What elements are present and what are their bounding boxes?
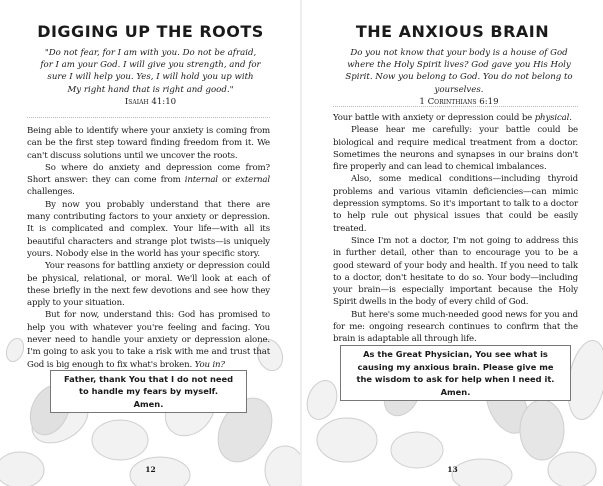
right-page	[302, 0, 603, 486]
prayer-box: Father, thank You that I do not need to handle my fears by myself. Amen.	[50, 370, 247, 413]
paragraph: Since I'm not a doctor, I'm not going to address this in further detail, other than to encourage you to be a good steward of your body and health. If you need to talk to a doctor, don't hesitate to do so. Your body—including your brain—is especially important because the Holy Spirit dwells in the body of every child of God.	[333, 235, 578, 308]
scripture-reference: 1 Corinthians 6:19	[419, 96, 499, 107]
paragraph: Please hear me carefully: your battle could be biological and require medical treatment from a doctor. Sometimes the neurons and synapses in our brains don't fire properly and can lead to chemical imbalances.	[333, 125, 578, 173]
paragraph: Your reasons for battling anxiety or depression could be physical, relational, or moral. We'll look at each of these briefly in the next few devotions and see how they apply to your situation.	[27, 261, 270, 309]
paragraph: But here's some much-needed good news for you and for me: ongoing research continues to confirm that the brain is adaptable all through life.	[333, 309, 578, 345]
devotion-title: THE ANXIOUS BRAIN	[355, 22, 550, 41]
divider	[333, 106, 578, 107]
left-page	[0, 0, 301, 486]
paragraph: So where do anxiety and depression come from? Short answer: they can come from internal or external challenges.	[27, 162, 270, 198]
prayer-box: As the Great Physician, You see what is causing my anxious brain. Please give me the wisdom to ask for help when I need it. Amen.	[340, 345, 571, 401]
paragraph: By now you probably understand that there are many contributing factors to your anxiety or depression. It is complicated and complex. Your life—with all its beautiful characters and strange plot twists—is uniquely yours. Nobody else in the world has your specific story.	[27, 199, 270, 259]
body-text	[27, 125, 270, 371]
scripture-quote	[40, 47, 261, 108]
scripture-reference: Isaiah 41:10	[124, 96, 177, 107]
body-text	[333, 112, 578, 346]
divider	[27, 117, 270, 118]
paragraph: Your battle with anxiety or depression could be physical.	[333, 113, 572, 123]
paragraph: Also, some medical conditions—including thyroid problems and various vitamin deficiencies—can mimic depression symptoms. So it's important to talk to a doctor to help rule out physical issues that could be easily treated.	[333, 174, 578, 234]
page-number: 12	[145, 465, 156, 474]
quote-text: Do you not know that your body is a house of God where the Holy Spirit lives? God gave you His Holy Spirit. Now you belong to God. You do not belong to yourselves.	[345, 48, 573, 95]
paragraph: But for now, understand this: God has promised to help you with whatever you're feeling and facing. You never need to handle your anxiety or depression alone. I'm going to ask you to take a risk with me and trust that God is big enough to fix what's broken. You in?	[27, 310, 270, 370]
scripture-quote	[337, 47, 581, 108]
devotion-title: DIGGING UP THE ROOTS	[37, 22, 264, 41]
page-number: 13	[447, 465, 458, 474]
quote-text: "Do not fear, for I am with you. Do not be afraid, for I am your God. I will give you strength, and for sure I will help you. Yes, I will hold you up with My right hand that is right and good."	[40, 48, 261, 95]
paragraph: Being able to identify where your anxiety is coming from can be the first step toward finding freedom from it. We can't discuss solutions until we uncover the roots.	[27, 126, 270, 161]
